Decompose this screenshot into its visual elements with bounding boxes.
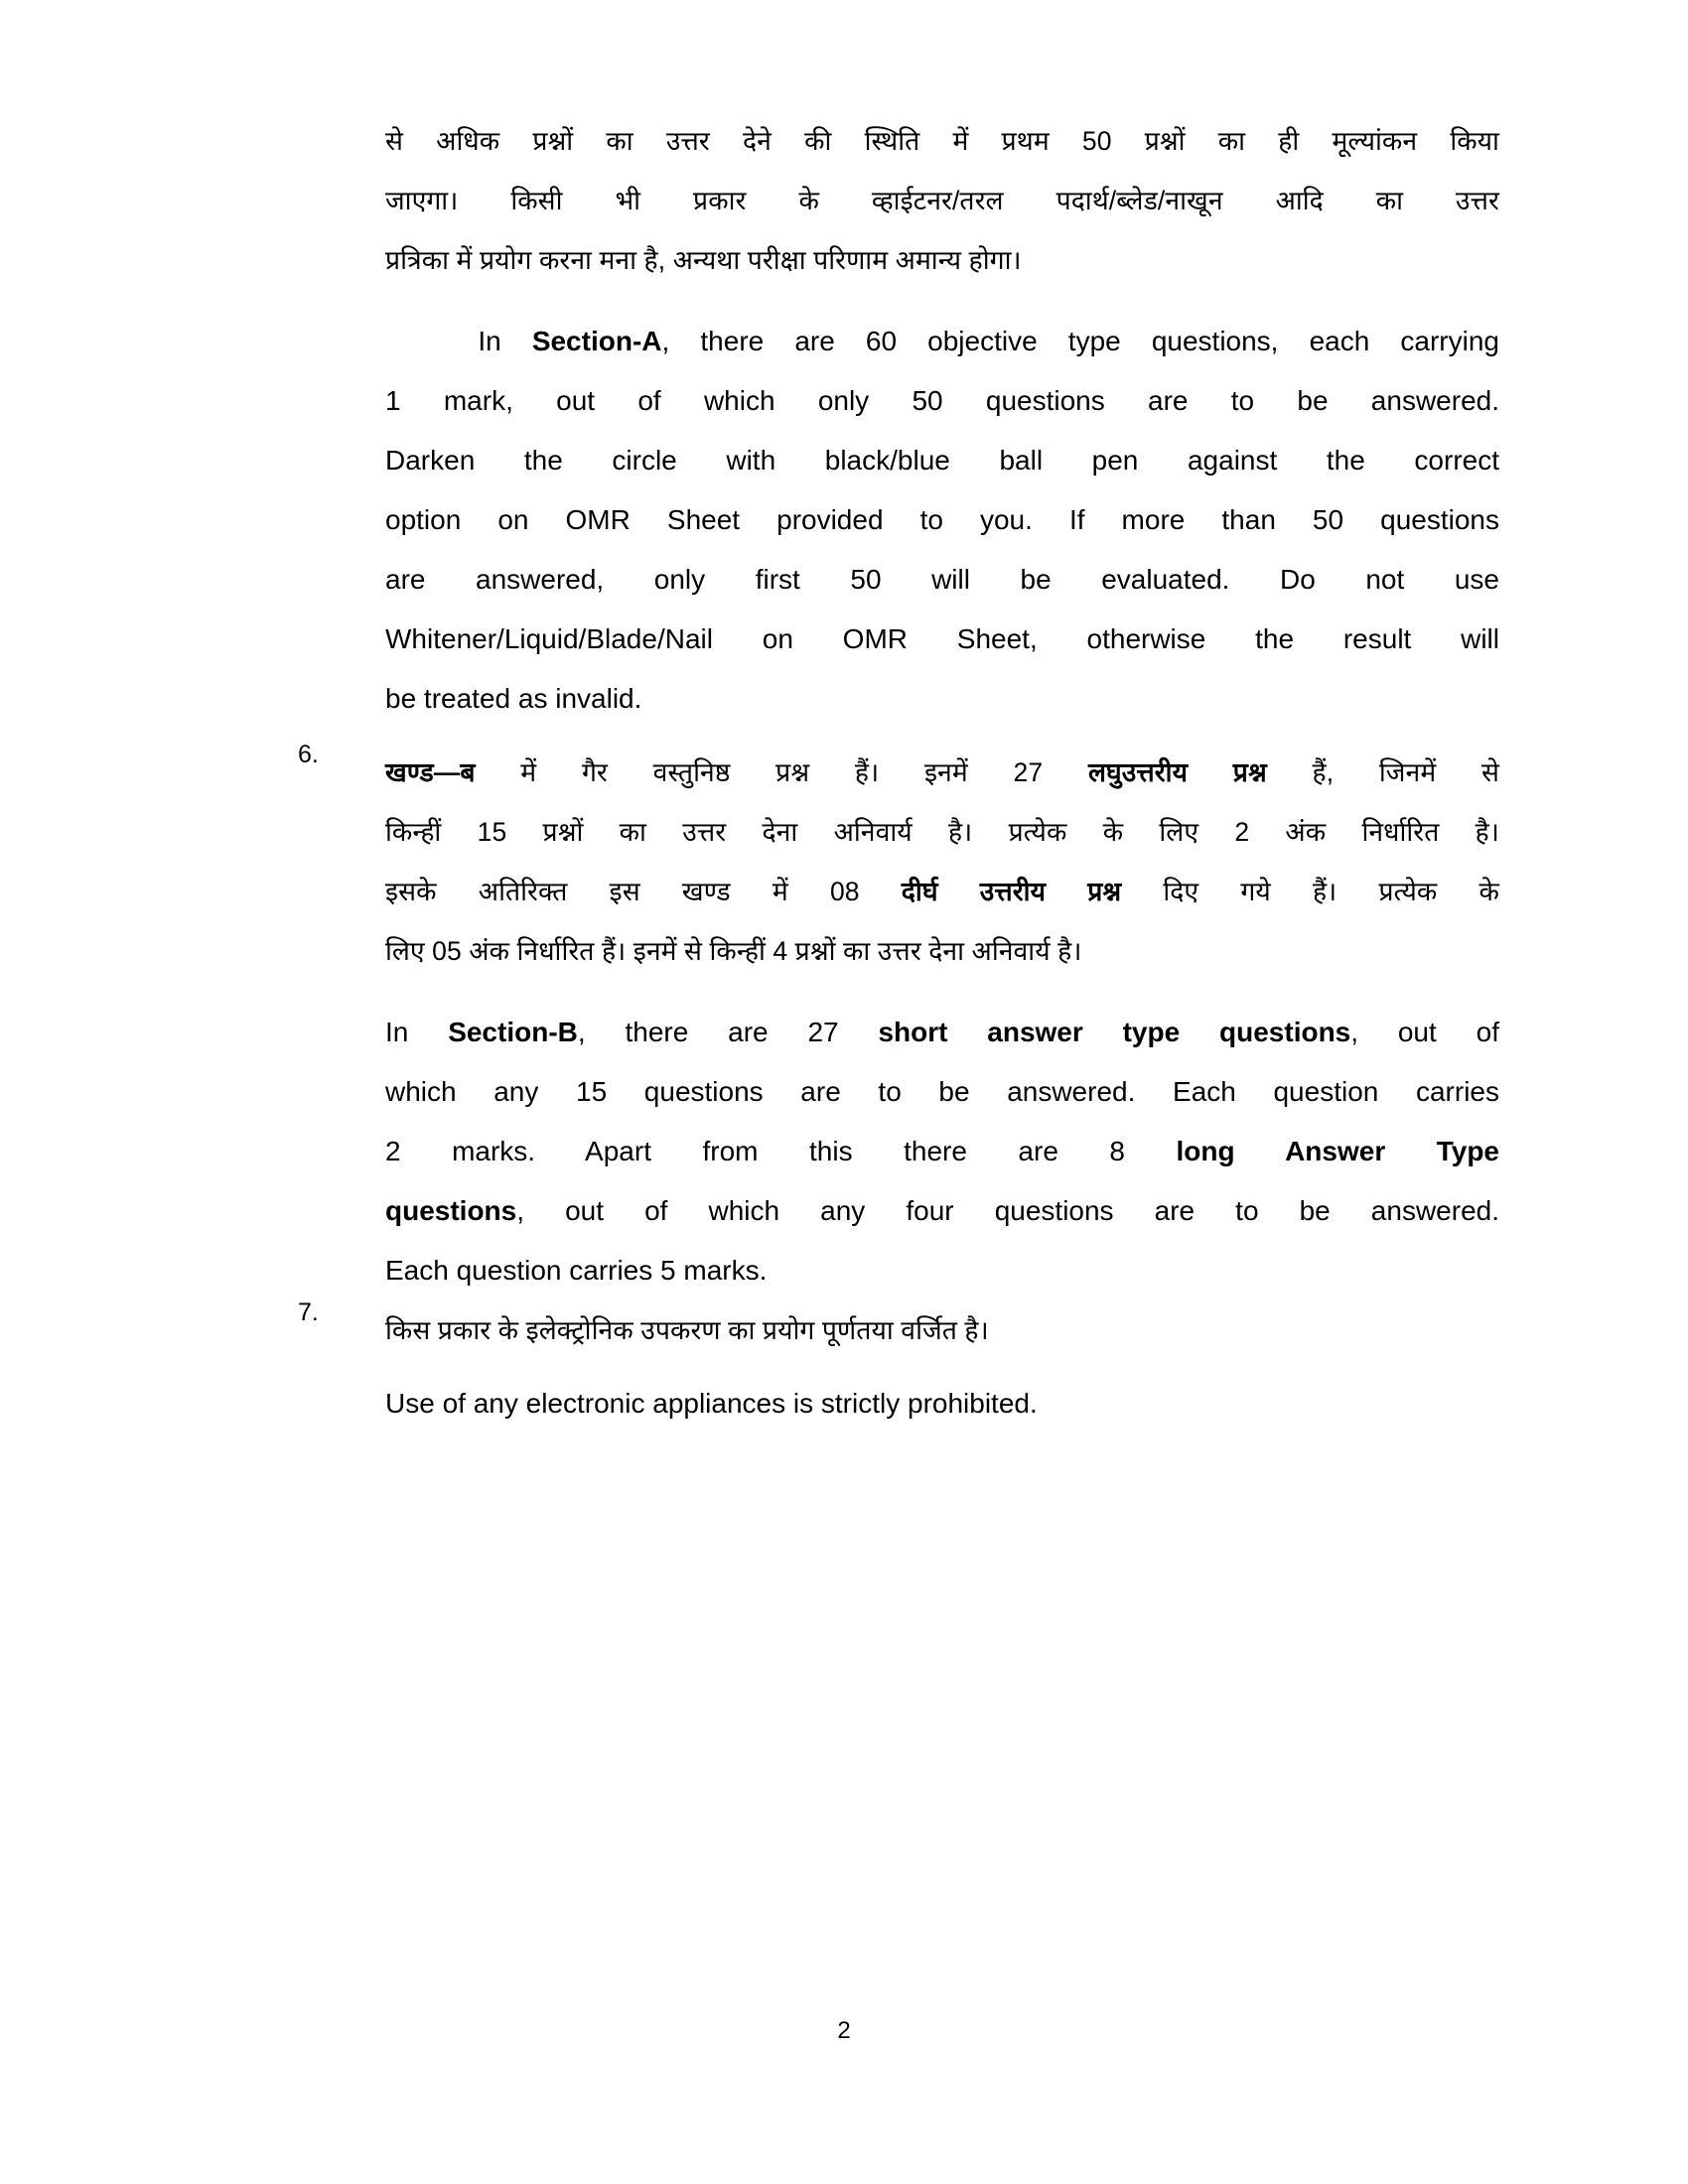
english-line: [385, 312, 1499, 371]
english-line: [385, 1003, 1499, 1062]
section-a-label: Section-A: [531, 326, 662, 356]
line-post: , out of: [1350, 1017, 1499, 1047]
english-line: which any 15 questions are to be answered. Each question carries: [385, 1076, 1499, 1107]
line-mid: में गैर वस्तुनिष्ठ प्रश्न हैं। इनमें 27: [475, 757, 1088, 787]
hindi-line: प्रत्रिका में प्रयोग करना मना है, अन्यथा परीक्षा परिणाम अमान्य होगा।: [385, 245, 1022, 275]
section-a-english-paragraph: [298, 312, 1509, 729]
english-line: Whitener/Liquid/Blade/Nail on OMR Sheet, otherwise the result will: [385, 623, 1499, 654]
line-pre: In: [385, 1017, 449, 1047]
spacer: [298, 729, 1509, 743]
laghu-uttariya-label: लघुउत्तरीय प्रश्न: [1087, 757, 1267, 787]
line-mid: दिए गये हैं। प्रत्येक के: [1121, 877, 1499, 906]
continuation-hindi-body: [385, 111, 1499, 290]
spacer: [385, 981, 1499, 1003]
spacer: [385, 1360, 1499, 1374]
hindi-line: जाएगा। किसी भी प्रकार के व्हाईटनर/तरल पदार्थ/ब्लेड/नाखून आदि का उत्तर: [385, 186, 1499, 215]
english-line: Each question carries 5 marks.: [385, 1255, 768, 1286]
short-answer-label: short answer type questions: [878, 1017, 1351, 1047]
questions-label: questions: [385, 1195, 517, 1226]
english-line: [385, 1181, 1499, 1241]
hindi-line: किन्हीं 15 प्रश्नों का उत्तर देना अनिवार्य है। प्रत्येक के लिए 2 अंक निर्धारित है।: [385, 817, 1499, 847]
item-7-english-text: [385, 1374, 1499, 1433]
section-a-english-body: [385, 312, 1499, 729]
english-line: 1 mark, out of which only 50 questions are to be answered.: [385, 385, 1499, 416]
item-7-hindi-text: [385, 1300, 1499, 1360]
hindi-line: [385, 862, 1499, 921]
english-line: are answered, only first 50 will be evaluated. Do not use: [385, 564, 1499, 595]
item-7-body: [385, 1300, 1499, 1433]
line-post: , there are 60 objective type questions, each carrying: [661, 326, 1499, 356]
english-line: option on OMR Sheet provided to you. If more than 50 questions: [385, 504, 1499, 535]
continuation-hindi-text: [385, 111, 1499, 290]
hindi-line: से अधिक प्रश्नों का उत्तर देने की स्थिति में प्रथम 50 प्रश्नों का ही मूल्यांकन किया: [385, 126, 1499, 156]
khand-b-label: खण्ड—ब: [385, 757, 476, 787]
instruction-item-7: [298, 1300, 1509, 1433]
english-line: [385, 1122, 1499, 1181]
item-6-marker: 6.: [298, 741, 319, 768]
item-6-hindi-text: [385, 743, 1499, 981]
hindi-line: [385, 743, 1499, 802]
hindi-line: किस प्रकार के इलेक्ट्रोनिक उपकरण का प्रयोग पूर्णतया वर्जित है।: [385, 1315, 989, 1345]
dirgh-uttariya-label: दीर्घ उत्तरीय प्रश्न: [901, 877, 1122, 906]
line-mid: , there are 27: [577, 1017, 879, 1047]
section-a-english-text: [385, 312, 1499, 729]
long-answer-label: long Answer Type: [1176, 1136, 1499, 1166]
line-mid: , out of which any four questions are to be answered.: [516, 1195, 1499, 1226]
continuation-hindi-paragraph: [298, 111, 1509, 290]
english-line: Use of any electronic appliances is strictly prohibited.: [385, 1388, 1038, 1419]
line-pre: In: [478, 326, 532, 356]
item-6-english-text: [385, 1003, 1499, 1300]
line-pre: इसके अतिरिक्त इस खण्ड में 08: [385, 877, 902, 906]
english-line: be treated as invalid.: [385, 683, 642, 714]
spacer: [298, 290, 1509, 312]
item-7-marker: 7.: [298, 1298, 319, 1326]
instruction-item-6: [298, 743, 1509, 1300]
page-content: [298, 111, 1509, 1433]
english-line: Darken the circle with black/blue ball pen against the correct: [385, 445, 1499, 476]
line-pre: 2 marks. Apart from this there are 8: [385, 1136, 1177, 1166]
item-6-body: [385, 743, 1499, 1300]
line-post: हैं, जिनमें से: [1266, 757, 1499, 787]
hindi-line: लिए 05 अंक निर्धारित हैं। इनमें से किन्हीं 4 प्रश्नों का उत्तर देना अनिवार्य है।: [385, 936, 1082, 966]
page-number: 2: [837, 2017, 851, 2044]
section-b-label: Section-B: [448, 1017, 578, 1047]
